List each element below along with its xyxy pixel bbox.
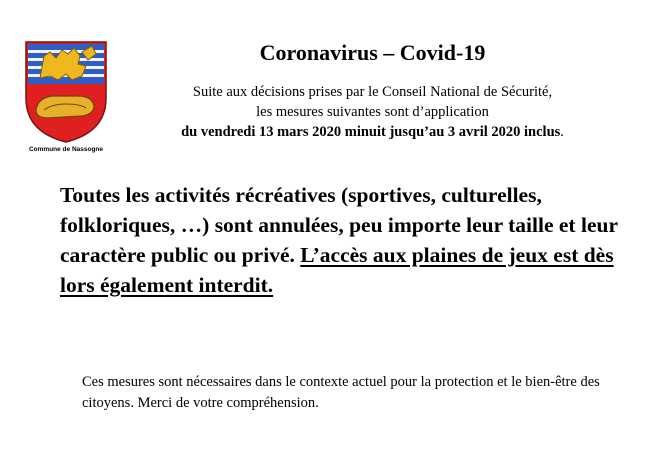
intro-line-2: les mesures suivantes sont d’application — [256, 104, 489, 120]
intro-line-1: Suite aux décisions prises par le Conseil National de Sécurité, — [192, 84, 553, 100]
date-range-period: . — [560, 124, 564, 140]
commune-logo — [22, 40, 110, 153]
playground-notice: L’accès aux plaines de jeux est dès lors également interdit. — [60, 243, 614, 297]
intro-block — [120, 82, 625, 142]
closing-note: Ces mesures sont nécessaires dans le contexte actuel pour la protection et le bien-être des citoyens. Merci de votre compréhension. — [82, 374, 600, 411]
announcement-text: Toutes les activités récréatives (sportives, culturelles, folkloriques, …) sont annulées, peu importe leur taille et leur caractère public ou privé. — [60, 183, 618, 267]
intro-line-3 — [120, 122, 625, 142]
logo-caption: Commune de Nassogne — [28, 146, 104, 153]
date-range: du vendredi 13 mars 2020 minuit jusqu’au 3 avril 2020 inclus — [181, 124, 561, 140]
coat-of-arms-icon — [22, 40, 110, 144]
page-title: Coronavirus – Covid-19 — [259, 40, 486, 65]
announcement — [60, 180, 630, 300]
